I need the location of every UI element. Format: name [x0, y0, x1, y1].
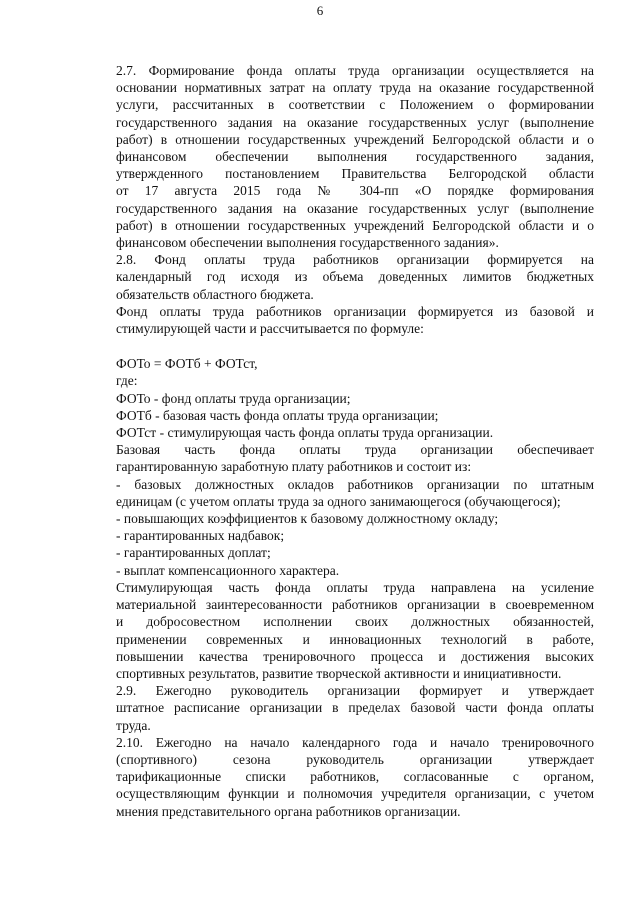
text-line: - базовых должностных окладов работников организации по штатным	[116, 476, 594, 492]
text-line: и добросовестном исполнении своих должностных обязанностей,	[116, 614, 594, 630]
text-line: Стимулирующая часть фонда оплаты труда направлена на усиление	[116, 579, 594, 595]
text-line: утвержденного постановлением Правительства Белгородской области	[116, 166, 594, 182]
text-line: финансовом обеспечении выполнения государственного задания,	[116, 149, 594, 165]
definition-item: ФОТо - фонд оплаты труда организации;	[116, 390, 351, 406]
text-line: от 17 августа 2015 года № 304-пп «О порядке формирования	[116, 183, 594, 199]
text-line: Базовая часть фонда оплаты труда организации обеспечивает	[116, 442, 594, 458]
paragraph-stimulating-part	[86, 579, 594, 682]
text-line: - выплат компенсационного характера.	[116, 562, 340, 578]
text-line: единицам (с учетом оплаты труда за одного занимающегося (обучающегося);	[116, 493, 561, 509]
text-line: труда.	[116, 717, 151, 733]
text-line: спортивных результатов, развитие творческой активности и инициативности.	[116, 665, 562, 681]
list-item	[86, 562, 594, 579]
text-line: применении современных и инновационных технологий в работе,	[116, 631, 594, 647]
text-line: календарный год исходя из объема доведенных лимитов бюджетных	[116, 269, 594, 285]
text-line: - гарантированных надбавок;	[116, 528, 285, 544]
text-line: Фонд оплаты труда работников организации формируется из базовой и	[116, 303, 594, 319]
text-line: финансовом обеспечении выполнения государственного задания».	[116, 235, 499, 251]
definition-item: ФОТст - стимулирующая часть фонда оплаты труда организации.	[116, 425, 494, 441]
list-item	[86, 544, 594, 561]
text-line: тарификационные списки работников, согласованные с органом,	[116, 769, 594, 785]
text-line: работ) в отношении государственных учреждений Белгородской области и о	[116, 217, 594, 233]
paragraph-2-7	[86, 62, 594, 251]
paragraph-base-part	[86, 441, 594, 475]
text-line: 2.9. Ежегодно руководитель организации формирует и утверждает	[116, 683, 594, 699]
text-line: услуги, рассчитанных в соответствии с Положением о формировании	[116, 97, 594, 113]
text-line: стимулирующей части и рассчитывается по формуле:	[116, 321, 424, 337]
text-line: (спортивного) сезона руководитель организации утверждает	[116, 751, 594, 767]
list-item	[86, 510, 594, 527]
text-line: 2.8. Фонд оплаты труда работников организации формируется на	[116, 252, 594, 268]
list-item	[86, 476, 594, 510]
paragraph-2-8	[86, 251, 594, 303]
text-line: 2.10. Ежегодно на начало календарного года и начало тренировочного	[116, 734, 594, 750]
formula-definitions	[86, 390, 594, 442]
text-line: обязательств областного бюджета.	[116, 286, 314, 302]
text-line: материальной заинтересованности работников организации в своевременном	[116, 597, 594, 613]
spacer	[86, 337, 594, 355]
paragraph-fund-composition	[86, 303, 594, 337]
paragraph-2-9	[86, 682, 594, 734]
text-line: - гарантированных доплат;	[116, 545, 271, 561]
formula: ФОТо = ФОТб + ФОТст,	[116, 356, 258, 372]
formula-where: где:	[116, 373, 138, 389]
text-line: повышении качества тренировочного процесса и достижения высоких	[116, 648, 594, 664]
text-line: штатное расписание организации в пределах базовой части фонда оплаты	[116, 700, 594, 716]
paragraph-2-10	[86, 734, 594, 820]
text-line: основании нормативных затрат на оплату труда на оказание государственной	[116, 80, 594, 96]
text-line: гарантированную заработную плату работников и состоит из:	[116, 459, 472, 475]
text-line: 2.7. Формирование фонда оплаты труда организации осуществляется на	[116, 63, 594, 78]
document-body	[86, 62, 594, 820]
text-line: государственного задания на оказание государственных услуг (выполнение	[116, 200, 594, 216]
text-line: - повышающих коэффициентов к базовому должностному окладу;	[116, 511, 499, 527]
text-line: осуществляющим функции и полномочия учредителя организации, с учетом	[116, 786, 594, 802]
list-item	[86, 527, 594, 544]
text-line: государственного задания на оказание государственных услуг (выполнение	[116, 114, 594, 130]
page-number: 6	[316, 3, 324, 18]
definition-item: ФОТб - базовая часть фонда оплаты труда организации;	[116, 407, 439, 423]
text-line: мнения представительного органа работников организации.	[116, 803, 461, 819]
text-line: работ) в отношении государственных учреждений Белгородской области и о	[116, 131, 594, 147]
